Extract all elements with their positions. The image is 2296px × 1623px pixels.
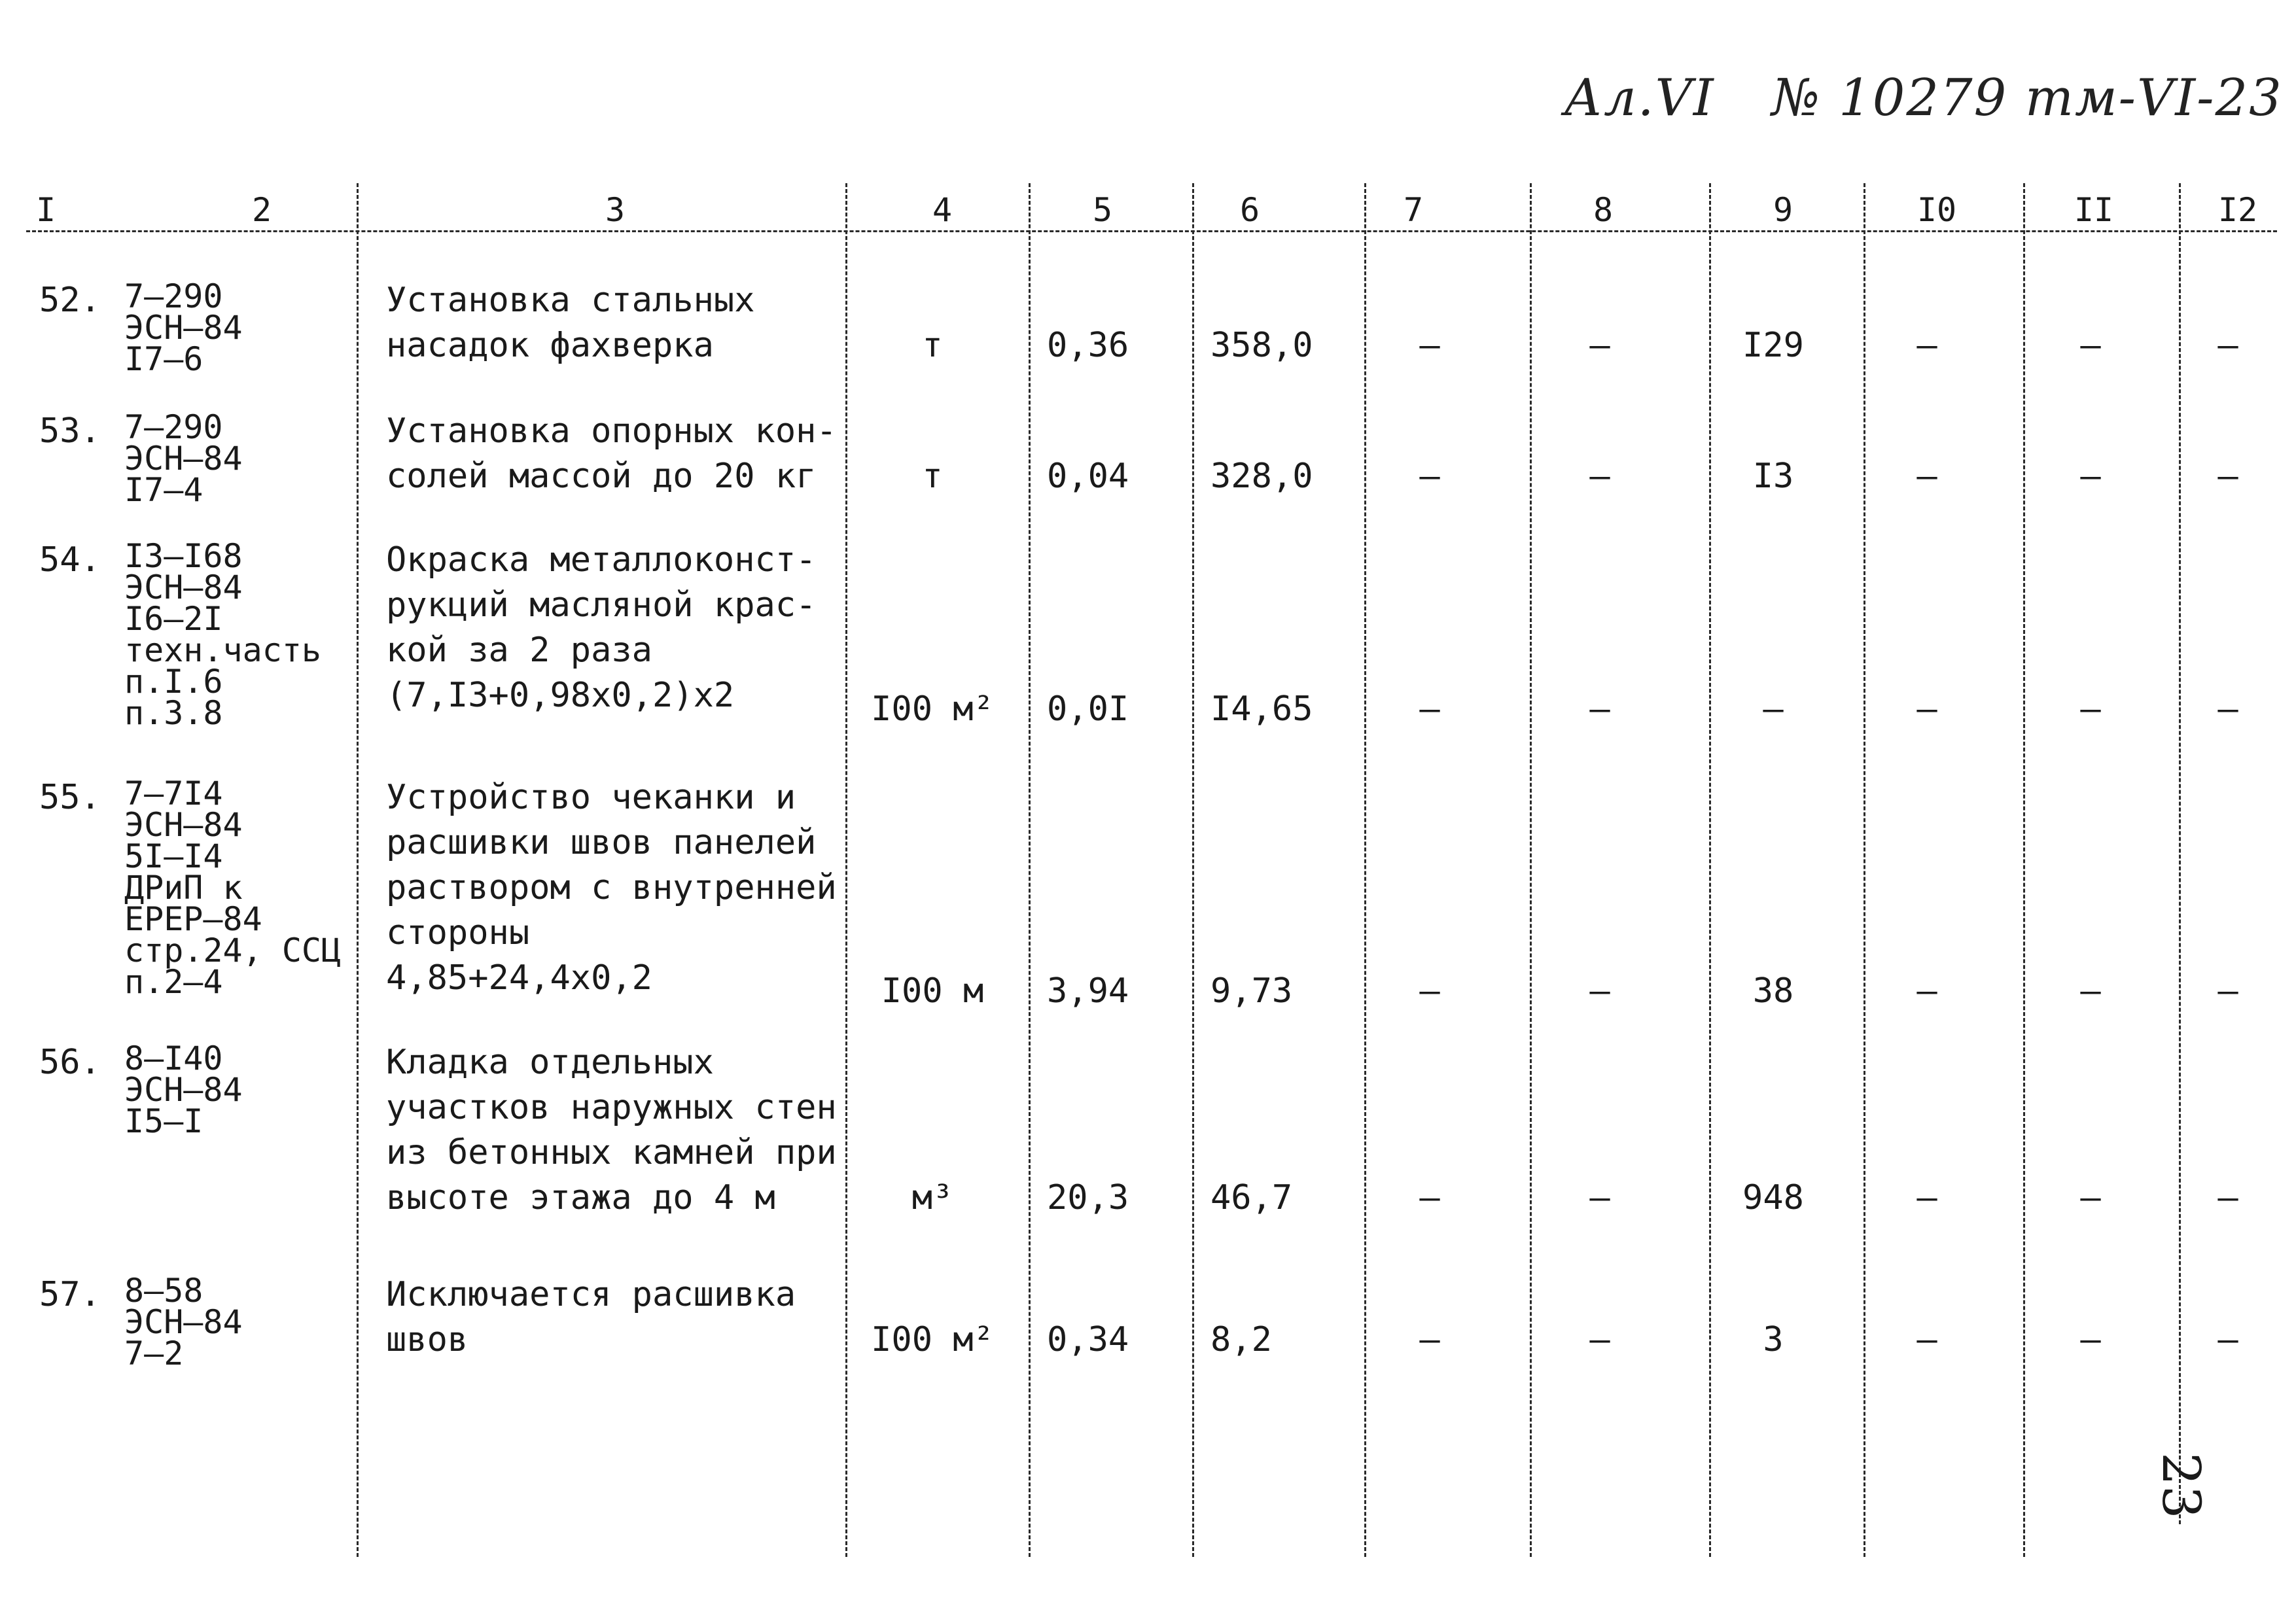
column-header: 2 <box>251 191 272 229</box>
column-divider <box>1192 183 1194 1557</box>
work-description: Установка стальных насадок фахверка <box>386 281 755 365</box>
row-number: 53. <box>39 411 101 451</box>
value-cell: – <box>1419 457 1440 496</box>
value-cell: – <box>1916 326 1937 365</box>
column-header: II <box>2074 191 2114 229</box>
value-cell: – <box>2080 689 2101 729</box>
row-number: 52. <box>39 281 101 320</box>
column-divider <box>1364 183 1366 1557</box>
value-cell: – <box>2080 457 2101 496</box>
quantity-cell: 0,0I <box>1047 689 1129 729</box>
value-cell: – <box>1589 971 1610 1011</box>
column-divider <box>1863 183 1865 1557</box>
price-cell: 8,2 <box>1210 1320 1272 1359</box>
quantity-cell: 0,36 <box>1047 326 1129 365</box>
value-cell: – <box>2217 1320 2238 1359</box>
unit-cell: I00 м² <box>871 1320 994 1359</box>
page-number: 23 <box>2151 1452 2212 1519</box>
value-cell: – <box>2217 457 2238 496</box>
value-cell: 38 <box>1752 971 1794 1011</box>
value-cell: – <box>1916 1320 1937 1359</box>
row-number: 55. <box>39 778 101 817</box>
norm-code: 7–7I4 ЭСН–84 5I–I4 ДРиП к ЕРЕР–84 стр.24, ССЦ п.2–4 <box>124 775 342 1001</box>
value-cell: – <box>1419 1320 1440 1359</box>
norm-code: 7–290 ЭСН–84 I7–4 <box>124 408 243 509</box>
value-cell: – <box>2080 1178 2101 1217</box>
norm-code: 8–I40 ЭСН–84 I5–I <box>124 1039 243 1140</box>
unit-cell: м³ <box>911 1178 953 1217</box>
value-cell: – <box>2080 326 2101 365</box>
unit-cell: т <box>922 326 943 365</box>
column-header: 5 <box>1092 191 1113 229</box>
price-cell: I4,65 <box>1210 689 1313 729</box>
album-label: Ал.VI <box>1564 69 1715 128</box>
document-number: № 10279 тм-VI-23 <box>1771 69 2283 128</box>
value-cell: – <box>2080 1320 2101 1359</box>
unit-cell: I00 м <box>881 971 984 1011</box>
value-cell: – <box>1419 1178 1440 1217</box>
work-description: Устройство чеканки и расшивки швов панелей раствором с внутренней стороны 4,85+24,4х0,2 <box>386 778 837 998</box>
value-cell: – <box>1916 689 1937 729</box>
column-divider <box>1029 183 1031 1557</box>
document-stamp <box>1564 69 2283 128</box>
column-header: 8 <box>1593 191 1614 229</box>
row-number: 54. <box>39 540 101 580</box>
value-cell: – <box>1916 971 1937 1011</box>
value-cell: I3 <box>1752 457 1794 496</box>
column-header: 3 <box>605 191 626 229</box>
value-cell: – <box>1916 1178 1937 1217</box>
value-cell: – <box>2217 971 2238 1011</box>
value-cell: 3 <box>1763 1320 1784 1359</box>
norm-code: 8–58 ЭСН–84 7–2 <box>124 1272 243 1372</box>
value-cell: – <box>2217 326 2238 365</box>
value-cell: – <box>1419 689 1440 729</box>
column-header: 6 <box>1239 191 1260 229</box>
work-description: Окраска металлоконст- рукций масляной крас- кой за 2 раза (7,I3+0,98х0,2)х2 <box>386 540 817 715</box>
norm-code: 7–290 ЭСН–84 I7–6 <box>124 277 243 378</box>
value-cell: – <box>1763 689 1784 729</box>
value-cell: – <box>1589 1178 1610 1217</box>
column-header: I2 <box>2217 191 2258 229</box>
value-cell: – <box>2217 689 2238 729</box>
value-cell: – <box>1419 971 1440 1011</box>
quantity-cell: 20,3 <box>1047 1178 1129 1217</box>
work-description: Установка опорных кон- солей массой до 20 кг <box>386 411 837 496</box>
column-header: I0 <box>1916 191 1957 229</box>
value-cell: – <box>2080 971 2101 1011</box>
value-cell: – <box>1589 1320 1610 1359</box>
column-divider <box>357 183 359 1557</box>
value-cell: – <box>1589 689 1610 729</box>
unit-cell: I00 м² <box>871 689 994 729</box>
value-cell: 948 <box>1742 1178 1804 1217</box>
row-number: 57. <box>39 1275 101 1314</box>
price-cell: 46,7 <box>1210 1178 1293 1217</box>
value-cell: – <box>1589 457 1610 496</box>
quantity-cell: 0,34 <box>1047 1320 1129 1359</box>
column-divider <box>1530 183 1532 1557</box>
value-cell: – <box>1419 326 1440 365</box>
quantity-cell: 0,04 <box>1047 457 1129 496</box>
value-cell: I29 <box>1742 326 1804 365</box>
price-cell: 9,73 <box>1210 971 1293 1011</box>
value-cell: – <box>1916 457 1937 496</box>
norm-code: I3–I68 ЭСН–84 I6–2I техн.часть п.I.6 п.3.8 <box>124 537 322 732</box>
column-divider <box>2023 183 2025 1557</box>
column-divider <box>1709 183 1711 1557</box>
column-header: 9 <box>1773 191 1793 229</box>
row-number: 56. <box>39 1043 101 1082</box>
column-header: 7 <box>1403 191 1424 229</box>
work-description: Кладка отдельных участков наружных стен из бетонных камней при высоте этажа до 4 м <box>386 1043 837 1217</box>
work-description: Исключается расшивка швов <box>386 1275 796 1359</box>
column-header: 4 <box>932 191 953 229</box>
price-cell: 328,0 <box>1210 457 1313 496</box>
price-cell: 358,0 <box>1210 326 1313 365</box>
header-divider <box>26 230 2277 232</box>
value-cell: – <box>1589 326 1610 365</box>
value-cell: – <box>2217 1178 2238 1217</box>
column-header: I <box>35 191 56 229</box>
quantity-cell: 3,94 <box>1047 971 1129 1011</box>
column-divider <box>2179 183 2181 1524</box>
unit-cell: т <box>922 457 943 496</box>
